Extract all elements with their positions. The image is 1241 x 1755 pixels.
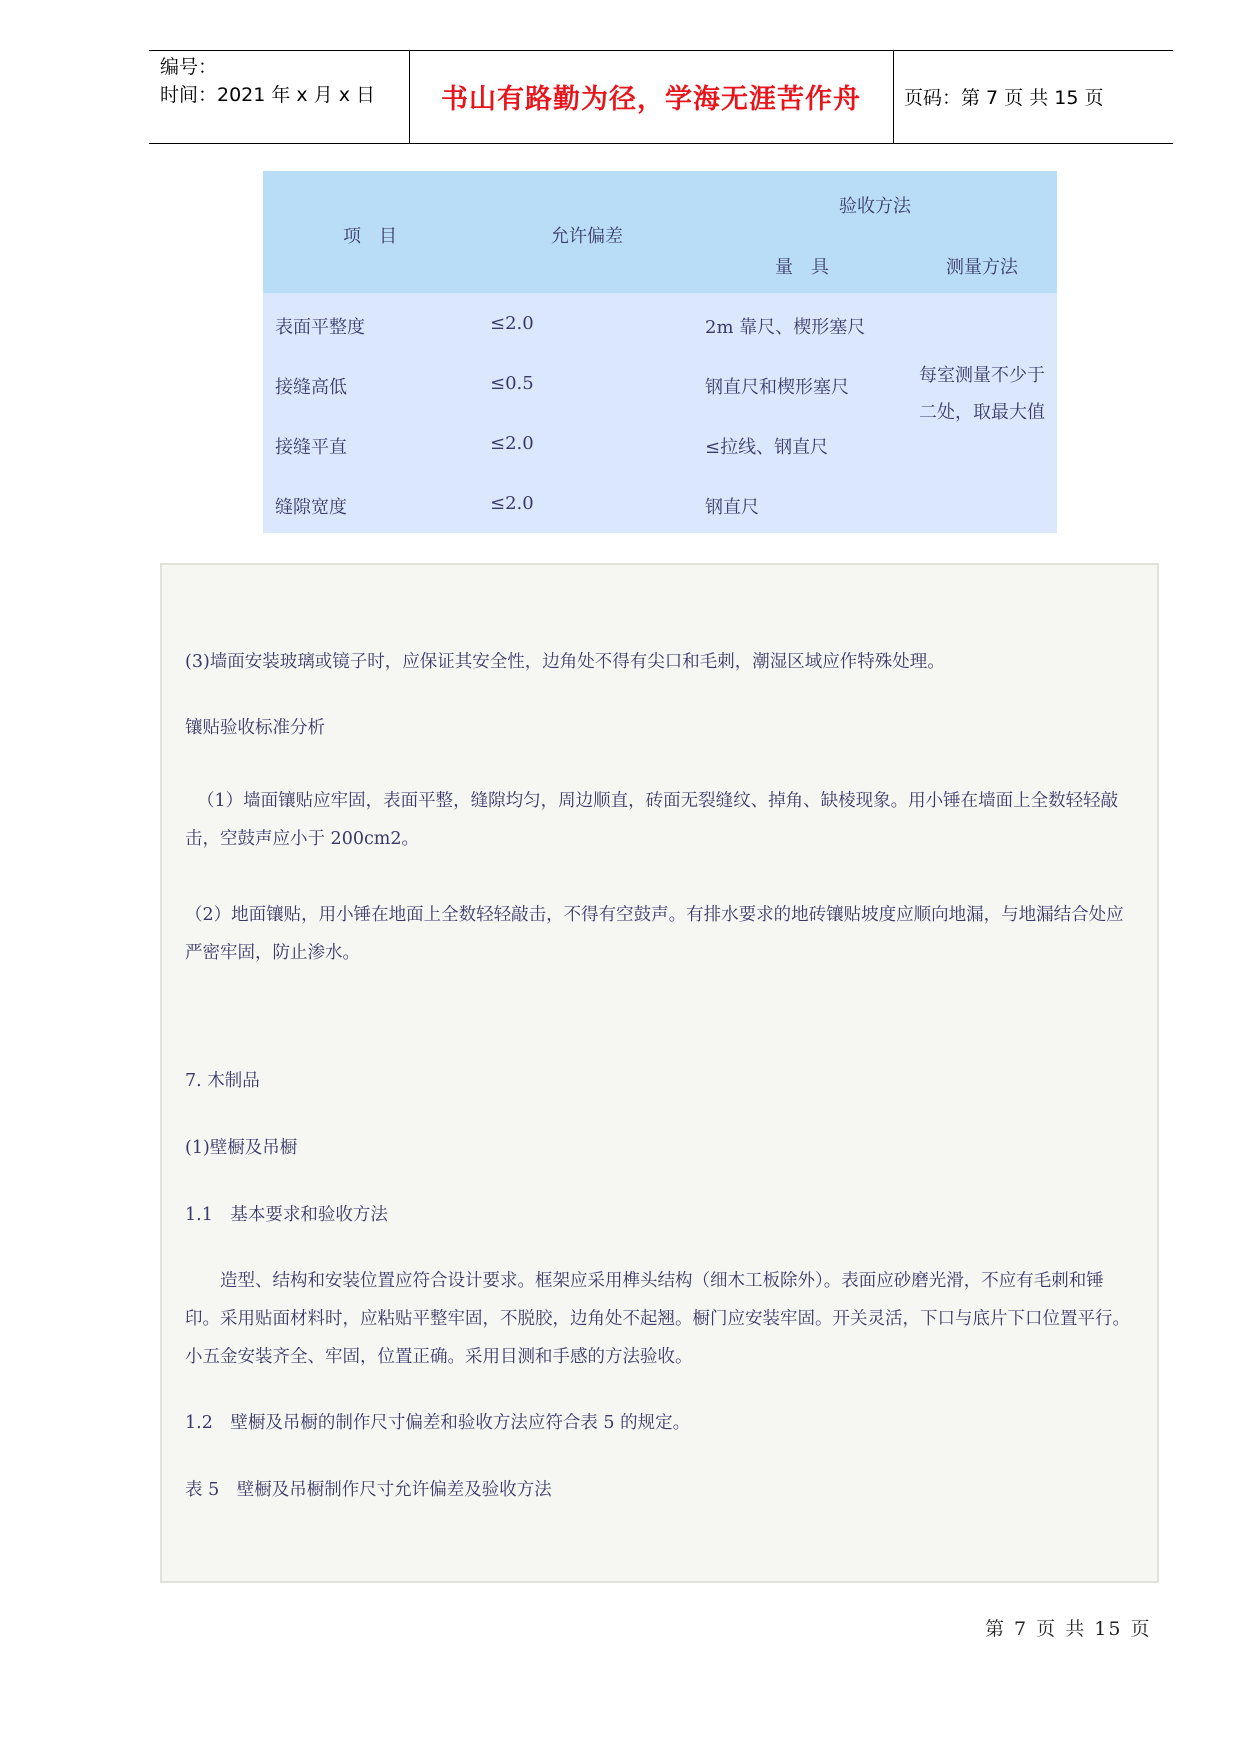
- paragraph: (3)墙面安装玻璃或镜子时，应保证其安全性，边角处不得有尖口和毛刺，潮湿区域应作特殊处理。: [185, 652, 945, 672]
- header-divider: [893, 50, 894, 143]
- section-heading: 7. 木制品: [185, 1071, 260, 1091]
- paragraph: 1.2 壁橱及吊橱的制作尺寸偏差和验收方法应符合表 5 的规定。: [185, 1413, 691, 1433]
- header-measure: 测量方法: [946, 257, 1018, 278]
- section-heading: 1.1 基本要求和验收方法: [185, 1205, 388, 1225]
- header-tolerance: 允许偏差: [551, 226, 623, 247]
- cell-item: 缝隙宽度: [275, 497, 347, 518]
- cell-item: 表面平整度: [275, 317, 365, 338]
- cell-item: 接缝平直: [275, 437, 347, 458]
- section-heading: (1)壁橱及吊橱: [185, 1138, 298, 1158]
- header-meta: [160, 53, 375, 109]
- acceptance-table: [263, 171, 1057, 533]
- header-tool: 量 具: [775, 257, 829, 278]
- cell-tolerance: ≤2.0: [490, 433, 534, 454]
- paragraph: （2）地面镶贴，用小锤在地面上全数轻轻敲击，不得有空鼓声。有排水要求的地砖镶贴坡度应顺向地漏，与地漏结合处应严密牢固，防止渗水。: [185, 905, 1124, 963]
- paragraph: 造型、结构和安装位置应符合设计要求。框架应采用榫头结构（细木工板除外）。表面应砂磨光滑，不应有毛刺和锤印。采用贴面材料时，应粘贴平整牢固，不脱胶，边角处不起翘。橱门应安装牢固。开关灵活，下口与底片下口位置平行。小五金安装齐全、牢固，位置正确。采用目测和手感的方法验收。: [185, 1271, 1130, 1367]
- footer-page-number: 第 7 页 共 15 页: [985, 1618, 1152, 1640]
- cell-tolerance: ≤2.0: [490, 313, 534, 334]
- cell-tolerance: ≤2.0: [490, 493, 534, 514]
- header-bottom-rule: [149, 143, 1173, 144]
- header-motto: 书山有路勤为径，学海无涯苦作舟: [441, 84, 861, 115]
- header-page-number: 页码：第 7 页 共 15 页: [904, 87, 1104, 109]
- cell-tool: 钢直尺: [705, 497, 759, 518]
- section-heading: 镶贴验收标准分析: [185, 718, 325, 738]
- header-method-group: 验收方法: [839, 196, 911, 217]
- table-caption: 表 5 壁橱及吊橱制作尺寸允许偏差及验收方法: [185, 1480, 552, 1500]
- cell-item: 接缝高低: [275, 377, 347, 398]
- header-item: 项 目: [343, 226, 397, 247]
- table-header: [263, 171, 1057, 293]
- cell-tool: 2m 靠尺、楔形塞尺: [705, 317, 866, 338]
- cell-measure-note: 每室测量不少于二处，取最大值: [919, 365, 1045, 423]
- serial-label: 编号：: [160, 56, 218, 78]
- time-label: 时间：2021 年 x 月 x 日: [160, 84, 376, 106]
- cell-tool: ≤拉线、钢直尺: [705, 437, 829, 458]
- paragraph: （1）墙面镶贴应牢固，表面平整，缝隙均匀，周边顺直，砖面无裂缝纹、掉角、缺棱现象。用小锤在墙面上全数轻轻敲击，空鼓声应小于 200cm2。: [185, 791, 1119, 849]
- cell-tolerance: ≤0.5: [490, 373, 534, 394]
- cell-tool: 钢直尺和楔形塞尺: [705, 377, 849, 398]
